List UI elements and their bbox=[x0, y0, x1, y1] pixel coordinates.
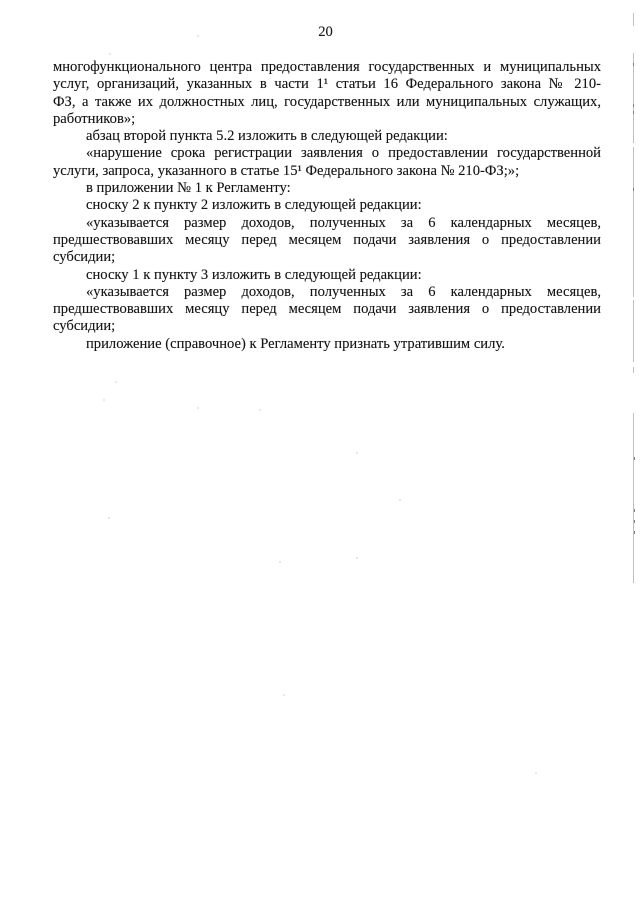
text-line: сноску 2 к пункту 2 изложить в следующей редакции: bbox=[86, 197, 422, 214]
dust-dot bbox=[535, 772, 537, 774]
scan-speck bbox=[634, 509, 635, 512]
dust-dot bbox=[115, 381, 117, 383]
dust-dot bbox=[259, 409, 261, 411]
scan-speck bbox=[634, 531, 635, 534]
scan-speck bbox=[633, 63, 634, 66]
dust-dot bbox=[356, 452, 358, 454]
scan-speck bbox=[634, 457, 635, 460]
text-line: работников»; bbox=[53, 110, 136, 127]
text-line: предшествовавших месяцу перед месяцем подачи заявления о предоставлении bbox=[53, 301, 601, 318]
text-block bbox=[53, 59, 601, 353]
text-line: приложение (справочное) к Регламенту признать утратившим силу. bbox=[86, 335, 505, 352]
scan-line-segment bbox=[633, 147, 634, 297]
text-line: многофункционального центра предоставления государственных и муниципальных bbox=[53, 59, 601, 75]
scan-line-segment bbox=[633, 300, 634, 362]
scan-line-segment bbox=[633, 413, 634, 583]
text-line: «указывается размер доходов, полученных за 6 календарных месяцев, bbox=[86, 283, 601, 300]
dust-dot bbox=[279, 561, 281, 563]
scan-speck bbox=[634, 520, 635, 523]
scan-speck bbox=[633, 188, 634, 191]
text-line: абзац второй пункта 5.2 изложить в следующей редакции: bbox=[86, 128, 448, 145]
dust-dot bbox=[197, 35, 199, 37]
text-line: предшествовавших месяцу перед месяцем подачи заявления о предоставлении bbox=[53, 231, 601, 248]
text-line: услуг, организаций, указанных в части 1¹ статьи 16 Федерального закона № 210- bbox=[53, 76, 601, 93]
dust-dot bbox=[283, 694, 285, 696]
dust-dot bbox=[197, 407, 199, 409]
dust-dot bbox=[108, 517, 110, 519]
text-line: в приложении № 1 к Регламенту: bbox=[86, 180, 291, 197]
scan-line-segment bbox=[633, 367, 634, 373]
text-line: субсидии; bbox=[53, 318, 116, 335]
text-line: услуги, запроса, указанного в статье 15¹ Федерального закона № 210-ФЗ;»; bbox=[53, 162, 520, 179]
scan-speck bbox=[633, 104, 634, 107]
text-line: субсидии; bbox=[53, 249, 116, 266]
scan-line-segment bbox=[633, 13, 634, 26]
text-line: сноску 1 к пункту 3 изложить в следующей редакции: bbox=[86, 266, 422, 283]
page-number: 20 bbox=[318, 24, 333, 40]
dust-dot bbox=[356, 557, 358, 559]
text-line: «указывается размер доходов, полученных за 6 календарных месяцев, bbox=[86, 214, 601, 231]
dust-dot bbox=[399, 499, 401, 501]
scan-line-segment bbox=[633, 53, 634, 143]
dust-dot bbox=[109, 53, 111, 55]
dust-dot bbox=[103, 399, 105, 401]
text-line: ФЗ, а также их должностных лиц, государственных или муниципальных служащих, bbox=[53, 93, 601, 110]
scan-speck bbox=[633, 111, 634, 114]
text-line: «нарушение срока регистрации заявления о предоставлении государственной bbox=[86, 145, 601, 162]
